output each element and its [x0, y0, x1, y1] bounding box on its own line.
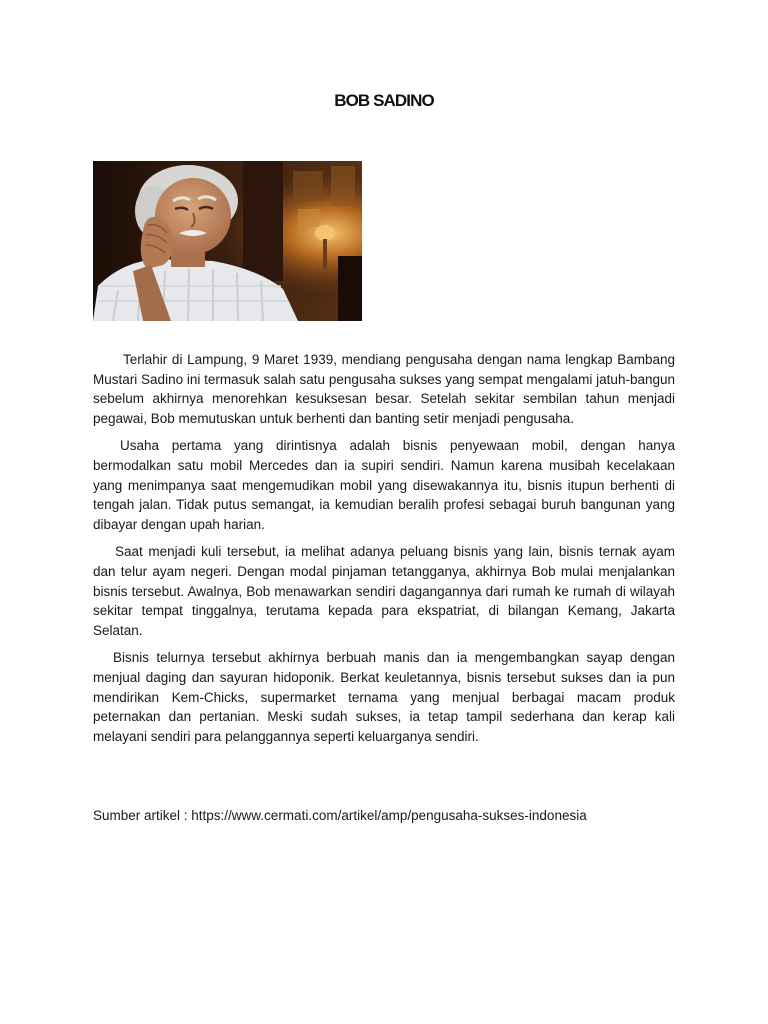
page-title: BOB SADINO — [334, 91, 434, 110]
paragraph: Usaha pertama yang dirintisnya adalah bisnis penyewaan mobil, dengan hanya bermodalkan satu mobil Mercedes dan ia supiri sendiri. Namun karena musibah kecelakaan yang menimpanya saat mengemudikan mobil yang disewakannya itu, bisnis itupun berhenti di tengah jalan. Tidak putus semangat, ia kemudian beralih profesi sebagai buruh bangunan yang dibayar dengan upah harian. — [93, 438, 675, 532]
paragraph: Saat menjadi kuli tersebut, ia melihat adanya peluang bisnis yang lain, bisnis ternak ayam dan telur ayam negeri. Dengan modal pinjaman tetangganya, akhirnya Bob mulai menjalankan bisnis tersebut. Awalnya, Bob menawarkan sendiri dagangannya dari rumah ke rumah di wilayah sekitar tempat tinggalnya, terutama kepada para ekspatriat, di bilangan Kemang, Jakarta Selatan. — [93, 544, 675, 638]
article-body — [93, 350, 675, 754]
paragraph: Terlahir di Lampung, 9 Maret 1939, mendiang pengusaha dengan nama lengkap Bambang Mustari Sadino ini termasuk salah satu pengusaha sukses yang sempat mengalami jatuh-bangun sebelum akhirnya menorehkan kesuksesan besar. Setelah sekitar sembilan tahun menjadi pegawai, Bob memutuskan untuk berhenti dan banting setir menjadi pengusaha. — [93, 352, 675, 426]
source-citation: Sumber artikel : https://www.cermati.com/artikel/amp/pengusaha-sukses-indonesia — [93, 808, 587, 823]
portrait-photo — [93, 161, 362, 321]
paragraph: Bisnis telurnya tersebut akhirnya berbuah manis dan ia mengembangkan sayap dengan menjual daging dan sayuran hidoponik. Berkat keuletannya, bisnis tersebut sukses dan ia pun mendirikan Kem-Chicks, supermarket ternama yang menjual berbagai macam produk peternakan dan pertanian. Meski sudah sukses, ia tetap tampil sederhana dan kerap kali melayani sendiri para pelanggannya seperti keluarganya sendiri. — [93, 650, 675, 744]
